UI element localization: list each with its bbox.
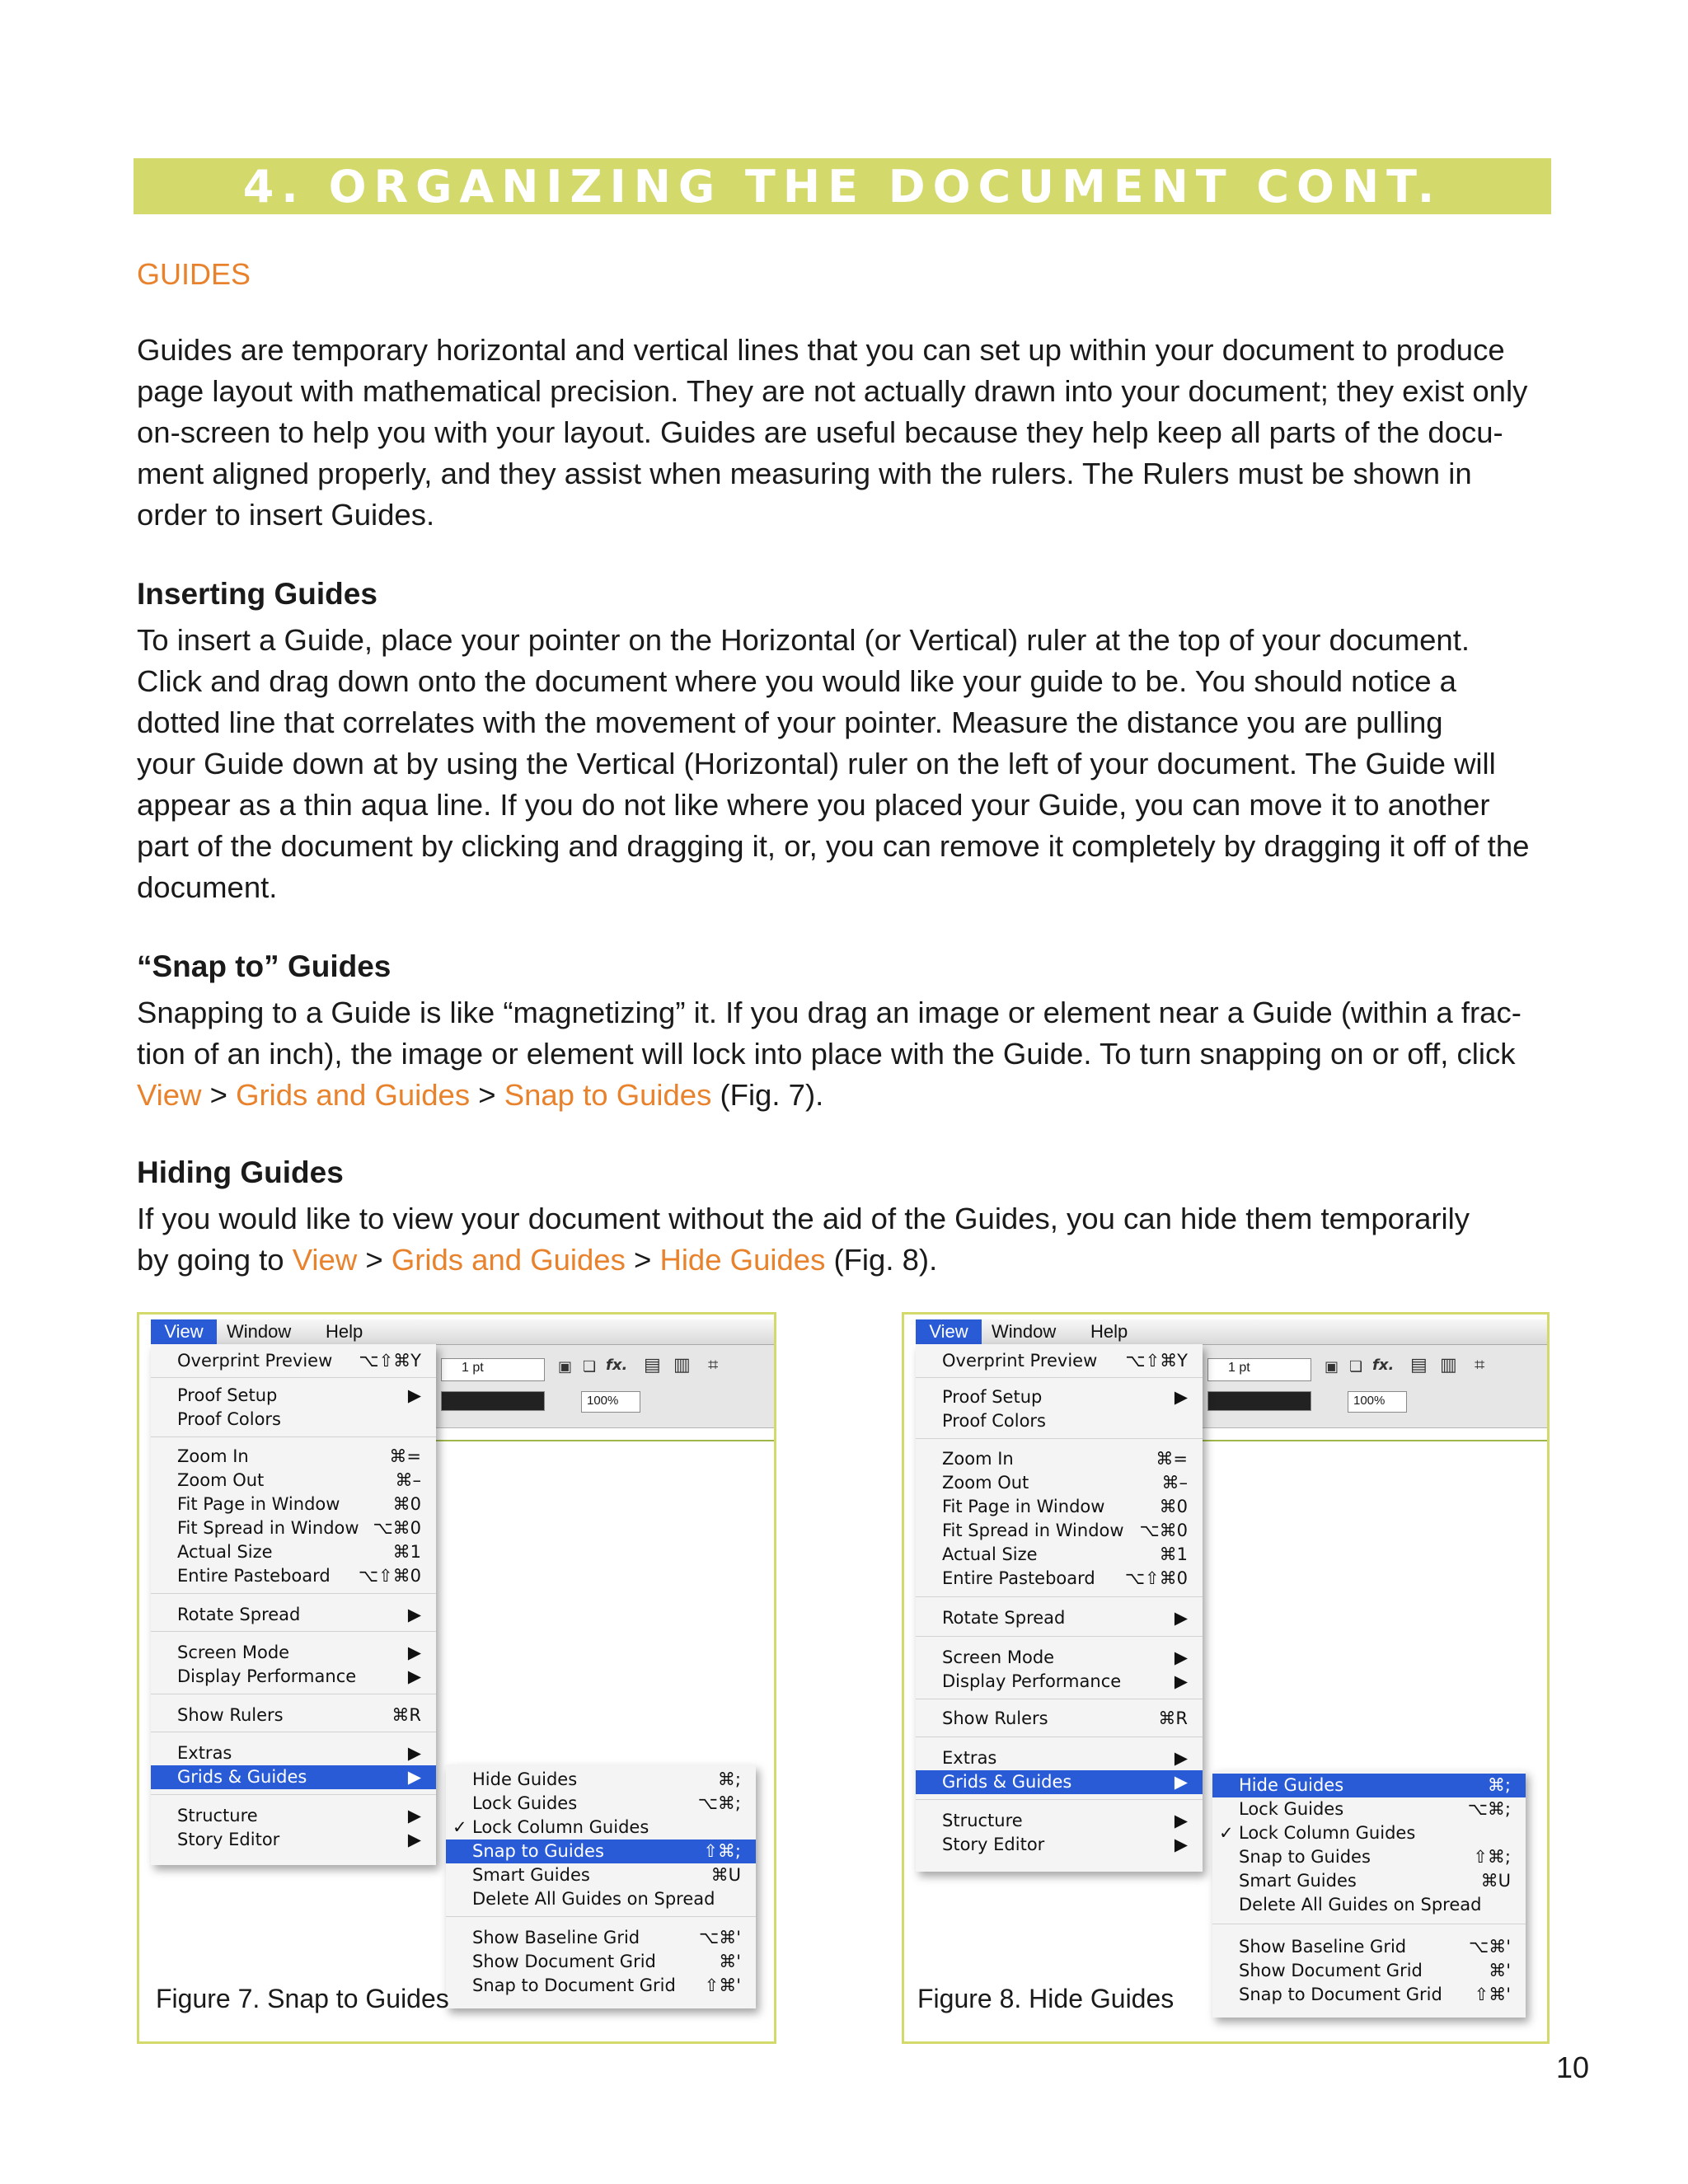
menu-item-proof-colors[interactable]: Proof Colors: [177, 1409, 281, 1429]
menu-item-entire-pasteboard[interactable]: Entire Pasteboard ⌥⇧⌘0: [177, 1566, 421, 1586]
opacity-value: 100%: [1353, 1394, 1386, 1408]
menu-item-zoom-in[interactable]: Zoom In ⌘=: [942, 1449, 1188, 1469]
stroke-weight-value: 1 pt: [462, 1361, 484, 1375]
inserting-line: your Guide down at by using the Vertical (Horizontal) ruler on the left of your document. The Guide will: [137, 747, 1496, 780]
intro-line: ment aligned properly, and they assist when measuring with the rulers. The Rulers must be shown in: [137, 457, 1472, 490]
inserting-line: document.: [137, 870, 278, 904]
submenu-item-lock-guides[interactable]: Lock Guides ⌥⌘;: [472, 1793, 741, 1813]
control-panel: [436, 1345, 774, 1428]
submenu-item-lock-guides[interactable]: Lock Guides ⌥⌘;: [1239, 1799, 1511, 1819]
submenu-item-snap-to-guides[interactable]: Snap to Guides ⇧⌘;: [446, 1840, 756, 1863]
menu-item-fit-page[interactable]: Fit Page in Window ⌘0: [942, 1497, 1188, 1516]
submenu-item-lock-column-guides[interactable]: ✓ Lock Column Guides: [446, 1816, 756, 1840]
menu-item-fit-page[interactable]: Fit Page in Window ⌘0: [177, 1494, 421, 1514]
menu-item-story-editor[interactable]: Story Editor ▶: [177, 1830, 421, 1849]
submenu-item-delete-all-guides[interactable]: Delete All Guides on Spread: [472, 1889, 715, 1909]
menu-item-zoom-in[interactable]: Zoom In ⌘=: [177, 1446, 421, 1466]
stroke-weight-field[interactable]: [1207, 1358, 1311, 1381]
inserting-line: part of the document by clicking and dragging it, or, you can remove it completely by dragging it off of the: [137, 829, 1530, 863]
menu-item-show-rulers[interactable]: Show Rulers ⌘R: [177, 1705, 421, 1725]
menu-item-display-performance[interactable]: Display Performance ▶: [942, 1671, 1188, 1691]
inserting-line: To insert a Guide, place your pointer on the Horizontal (or Vertical) ruler at the top of your document.: [137, 623, 1470, 657]
grids-guides-link: Grids and Guides: [391, 1243, 626, 1277]
snap-line: tion of an inch), the image or element will lock into place with the Guide. To turn snapping on or off, click: [137, 1037, 1516, 1071]
hiding-line: If you would like to view your document without the aid of the Guides, you can hide them temporarily: [137, 1202, 1470, 1235]
menu-item-extras[interactable]: Extras ▶: [942, 1748, 1188, 1768]
submenu-item-show-baseline-grid[interactable]: Show Baseline Grid ⌥⌘': [472, 1928, 741, 1947]
align-icon[interactable]: ▤: [1410, 1355, 1428, 1376]
fit-frame-icon[interactable]: ⌗: [708, 1355, 719, 1376]
app-menubar: [151, 1319, 774, 1345]
checkmark-icon: ✓: [452, 1817, 467, 1837]
menubar-window[interactable]: Window: [992, 1321, 1057, 1342]
figure-7-caption: Figure 7. Snap to Guides: [156, 1984, 449, 2013]
menu-item-rotate-spread[interactable]: Rotate Spread ▶: [942, 1608, 1188, 1628]
distribute-icon[interactable]: ▥: [673, 1355, 691, 1376]
menubar-view[interactable]: View: [151, 1319, 217, 1344]
menu-item-proof-setup[interactable]: Proof Setup ▶: [942, 1387, 1188, 1407]
inserting-line: dotted line that correlates with the movement of your pointer. Measure the distance you are pulling: [137, 705, 1443, 739]
inserting-guides-heading: Inserting Guides: [137, 577, 377, 611]
snap-to-guides-link: Snap to Guides: [504, 1078, 712, 1112]
fit-frame-icon[interactable]: ⌗: [1475, 1355, 1485, 1376]
submenu-item-show-baseline-grid[interactable]: Show Baseline Grid ⌥⌘': [1239, 1937, 1511, 1957]
page-number: 10: [1556, 2050, 1590, 2084]
intro-line: Guides are temporary horizontal and vertical lines that you can set up within your document to produce: [137, 333, 1505, 367]
stroke-weight-field[interactable]: [441, 1358, 545, 1381]
menu-item-fit-spread[interactable]: Fit Spread in Window ⌥⌘0: [177, 1518, 421, 1538]
menu-item-grids-guides[interactable]: Grids & Guides ▶: [916, 1770, 1203, 1794]
app-menubar: [916, 1319, 1547, 1345]
submenu-item-delete-all-guides[interactable]: Delete All Guides on Spread: [1239, 1895, 1482, 1915]
hiding-guides-heading: Hiding Guides: [137, 1155, 344, 1189]
section-banner: [134, 158, 1551, 214]
checkmark-icon: ✓: [1219, 1823, 1234, 1843]
frame-icon[interactable]: ▣: [1325, 1358, 1339, 1376]
figure-reference: (Fig. 7).: [711, 1078, 824, 1112]
menu-item-overprint-preview[interactable]: Overprint Preview ⌥⇧⌘Y: [177, 1351, 421, 1371]
figure-7-screenshot: [137, 1312, 776, 2044]
figure-8-caption: Figure 8. Hide Guides: [917, 1984, 1175, 2013]
view-menu-link: View: [292, 1243, 358, 1277]
menu-item-proof-setup[interactable]: Proof Setup ▶: [177, 1385, 421, 1405]
align-icon[interactable]: ▤: [644, 1355, 661, 1376]
menubar-help[interactable]: Help: [1090, 1321, 1128, 1342]
view-menu: [151, 1344, 436, 1865]
grids-guides-submenu: [1212, 1770, 1526, 2018]
menu-item-structure[interactable]: Structure ▶: [177, 1806, 421, 1825]
menubar-view[interactable]: View: [916, 1319, 982, 1344]
submenu-item-hide-guides[interactable]: Hide Guides ⌘;: [1212, 1774, 1526, 1797]
menu-item-zoom-out[interactable]: Zoom Out ⌘–: [177, 1470, 421, 1490]
path-lead: by going to: [137, 1243, 293, 1277]
submenu-item-smart-guides[interactable]: Smart Guides ⌘U: [472, 1865, 741, 1885]
opacity-value: 100%: [587, 1394, 619, 1408]
menu-item-actual-size[interactable]: Actual Size ⌘1: [942, 1544, 1188, 1564]
menu-item-show-rulers[interactable]: Show Rulers ⌘R: [942, 1708, 1188, 1728]
inserting-line: Click and drag down onto the document where you would like your guide to be. You should notice a: [137, 664, 1456, 698]
effects-fx-icon[interactable]: fx.: [1372, 1357, 1395, 1374]
view-menu: [916, 1344, 1203, 1872]
snap-line: Snapping to a Guide is like “magnetizing” it. If you drag an image or element near a Guide (within a frac-: [137, 996, 1522, 1029]
snap-menu-path: [137, 1075, 1554, 1116]
menu-item-display-performance[interactable]: Display Performance ▶: [177, 1666, 421, 1686]
menu-item-grids-guides[interactable]: Grids & Guides ▶: [151, 1765, 436, 1789]
menu-item-structure[interactable]: Structure ▶: [942, 1811, 1188, 1830]
submenu-item-lock-column-guides[interactable]: ✓ Lock Column Guides: [1212, 1821, 1526, 1845]
menu-item-zoom-out[interactable]: Zoom Out ⌘–: [942, 1473, 1188, 1493]
menu-item-extras[interactable]: Extras ▶: [177, 1743, 421, 1763]
inserting-line: appear as a thin aqua line. If you do not like where you placed your Guide, you can move it to another: [137, 788, 1490, 822]
submenu-item-snap-to-guides[interactable]: Snap to Guides ⇧⌘;: [1239, 1847, 1511, 1867]
hiding-menu-path: [137, 1240, 1554, 1281]
submenu-item-snap-to-document-grid[interactable]: Snap to Document Grid ⇧⌘': [1239, 1985, 1511, 2004]
view-menu-link: View: [137, 1078, 202, 1112]
submenu-item-smart-guides[interactable]: Smart Guides ⌘U: [1239, 1871, 1511, 1891]
distribute-icon[interactable]: ▥: [1440, 1355, 1457, 1376]
intro-paragraph: [137, 330, 1554, 536]
hiding-guides-paragraph: [137, 1198, 1554, 1281]
stroke-weight-value: 1 pt: [1228, 1361, 1250, 1375]
figure-8-screenshot: [902, 1312, 1550, 2044]
menu-item-story-editor[interactable]: Story Editor ▶: [942, 1835, 1188, 1854]
menu-item-proof-colors[interactable]: Proof Colors: [942, 1411, 1046, 1431]
section-label: GUIDES: [137, 257, 251, 291]
page-edge-guide: [436, 1440, 774, 1441]
hide-guides-link: Hide Guides: [659, 1243, 826, 1277]
opacity-field[interactable]: [581, 1391, 640, 1413]
path-separator: >: [625, 1243, 660, 1277]
intro-line: page layout with mathematical precision. They are not actually drawn into your document; they exist only: [137, 374, 1528, 408]
path-separator: >: [357, 1243, 392, 1277]
intro-line: on-screen to help you with your layout. Guides are useful because they help keep all parts of the docu-: [137, 415, 1503, 449]
menubar-help[interactable]: Help: [326, 1321, 363, 1342]
submenu-item-snap-to-document-grid[interactable]: Snap to Document Grid ⇧⌘': [472, 1975, 741, 1995]
drop-shadow-icon[interactable]: ❏: [1349, 1358, 1363, 1376]
snap-guides-heading: “Snap to” Guides: [137, 949, 392, 983]
grids-guides-submenu: [446, 1765, 756, 2008]
stroke-type-dropdown[interactable]: [441, 1391, 545, 1411]
submenu-item-show-document-grid[interactable]: Show Document Grid ⌘': [472, 1952, 741, 1971]
intro-line: order to insert Guides.: [137, 498, 435, 532]
menu-item-screen-mode[interactable]: Screen Mode ▶: [942, 1647, 1188, 1667]
menu-item-entire-pasteboard[interactable]: Entire Pasteboard ⌥⇧⌘0: [942, 1568, 1188, 1588]
path-separator: >: [470, 1078, 504, 1112]
page-edge-guide: [1203, 1440, 1547, 1441]
frame-icon[interactable]: ▣: [558, 1358, 573, 1376]
drop-shadow-icon[interactable]: ❏: [583, 1358, 597, 1376]
menu-item-fit-spread[interactable]: Fit Spread in Window ⌥⌘0: [942, 1521, 1188, 1540]
control-panel: [1203, 1345, 1547, 1428]
opacity-field[interactable]: [1348, 1391, 1407, 1413]
menubar-window[interactable]: Window: [227, 1321, 292, 1342]
submenu-item-show-document-grid[interactable]: Show Document Grid ⌘': [1239, 1961, 1511, 1980]
menu-item-rotate-spread[interactable]: Rotate Spread ▶: [177, 1605, 421, 1624]
section-title: 4. ORGANIZING THE DOCUMENT CONT.: [242, 160, 1442, 213]
menu-item-actual-size[interactable]: Actual Size ⌘1: [177, 1542, 421, 1562]
menu-item-overprint-preview[interactable]: Overprint Preview ⌥⇧⌘Y: [942, 1351, 1188, 1371]
inserting-guides-paragraph: [137, 620, 1554, 908]
path-separator: >: [201, 1078, 237, 1112]
effects-fx-icon[interactable]: fx.: [606, 1357, 628, 1374]
menu-item-screen-mode[interactable]: Screen Mode ▶: [177, 1643, 421, 1662]
grids-guides-link: Grids and Guides: [236, 1078, 471, 1112]
figure-reference: (Fig. 8).: [825, 1243, 938, 1277]
snap-guides-paragraph: [137, 992, 1554, 1116]
stroke-type-dropdown[interactable]: [1207, 1391, 1311, 1411]
submenu-item-hide-guides[interactable]: Hide Guides ⌘;: [472, 1769, 741, 1789]
